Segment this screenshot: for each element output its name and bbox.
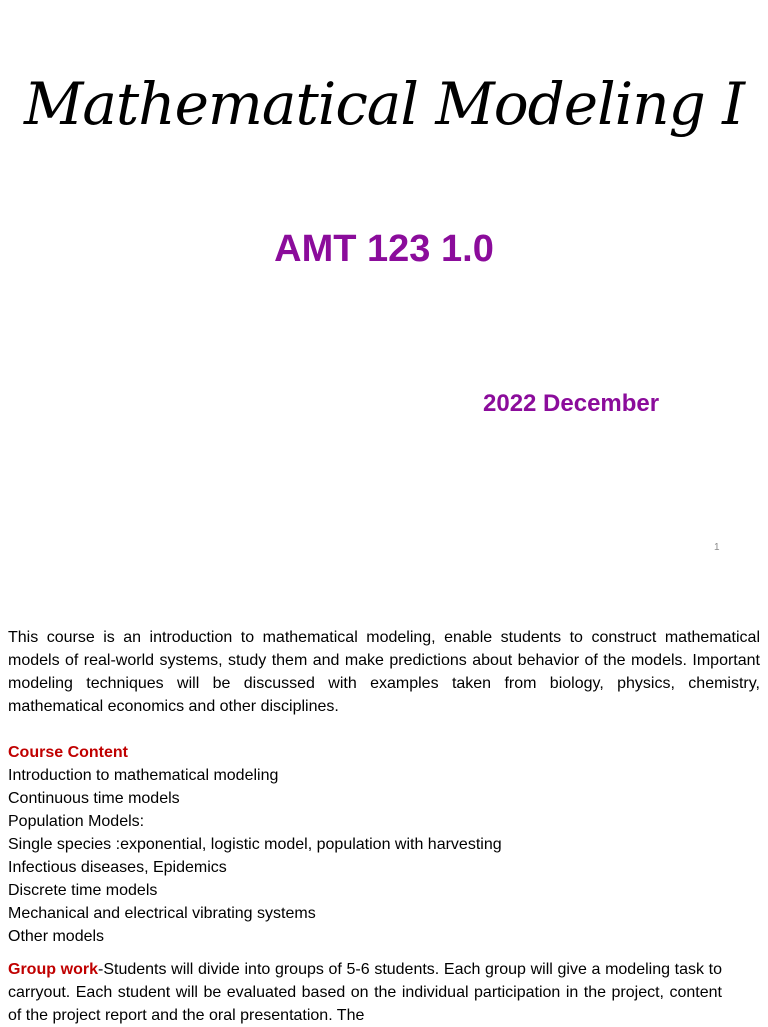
group-work-text: -Students will divide into groups of 5-6 students. Each group will give a modeling task to carryout. Each student will be evaluated based on the individual participation in the project, content of the project report and the oral presentation. The xyxy=(8,961,723,1024)
course-code: AMT 123 1.0 xyxy=(274,228,494,270)
slide-date: 2022 December xyxy=(483,390,660,417)
intro-paragraph: This course is an introduction to mathematical modeling, enable students to construct mathematical models of real-world systems, study them and make predictions about behavior of the models. Important modeling techniques will be discussed with examples taken from biology, physics, chemistry, mathematical economics and other disciplines. xyxy=(8,629,760,715)
list-item: Continuous time models xyxy=(8,790,180,807)
group-work-paragraph xyxy=(8,958,722,1027)
course-content-heading: Course Content xyxy=(8,744,128,761)
course-content-list xyxy=(8,764,502,948)
list-item: Introduction to mathematical modeling xyxy=(8,767,279,784)
list-item: Discrete time models xyxy=(8,882,158,899)
list-item: Infectious diseases, Epidemics xyxy=(8,859,227,876)
list-item: Other models xyxy=(8,928,105,945)
group-work-heading: Group work xyxy=(8,961,98,978)
list-item: Mechanical and electrical vibrating systems xyxy=(8,905,316,922)
list-item: Single species :exponential, logistic model, population with harvesting xyxy=(8,836,502,853)
slide-title: Mathematical Modeling I xyxy=(23,70,745,138)
page-number: 1 xyxy=(714,542,720,553)
list-item: Population Models: xyxy=(8,813,145,830)
